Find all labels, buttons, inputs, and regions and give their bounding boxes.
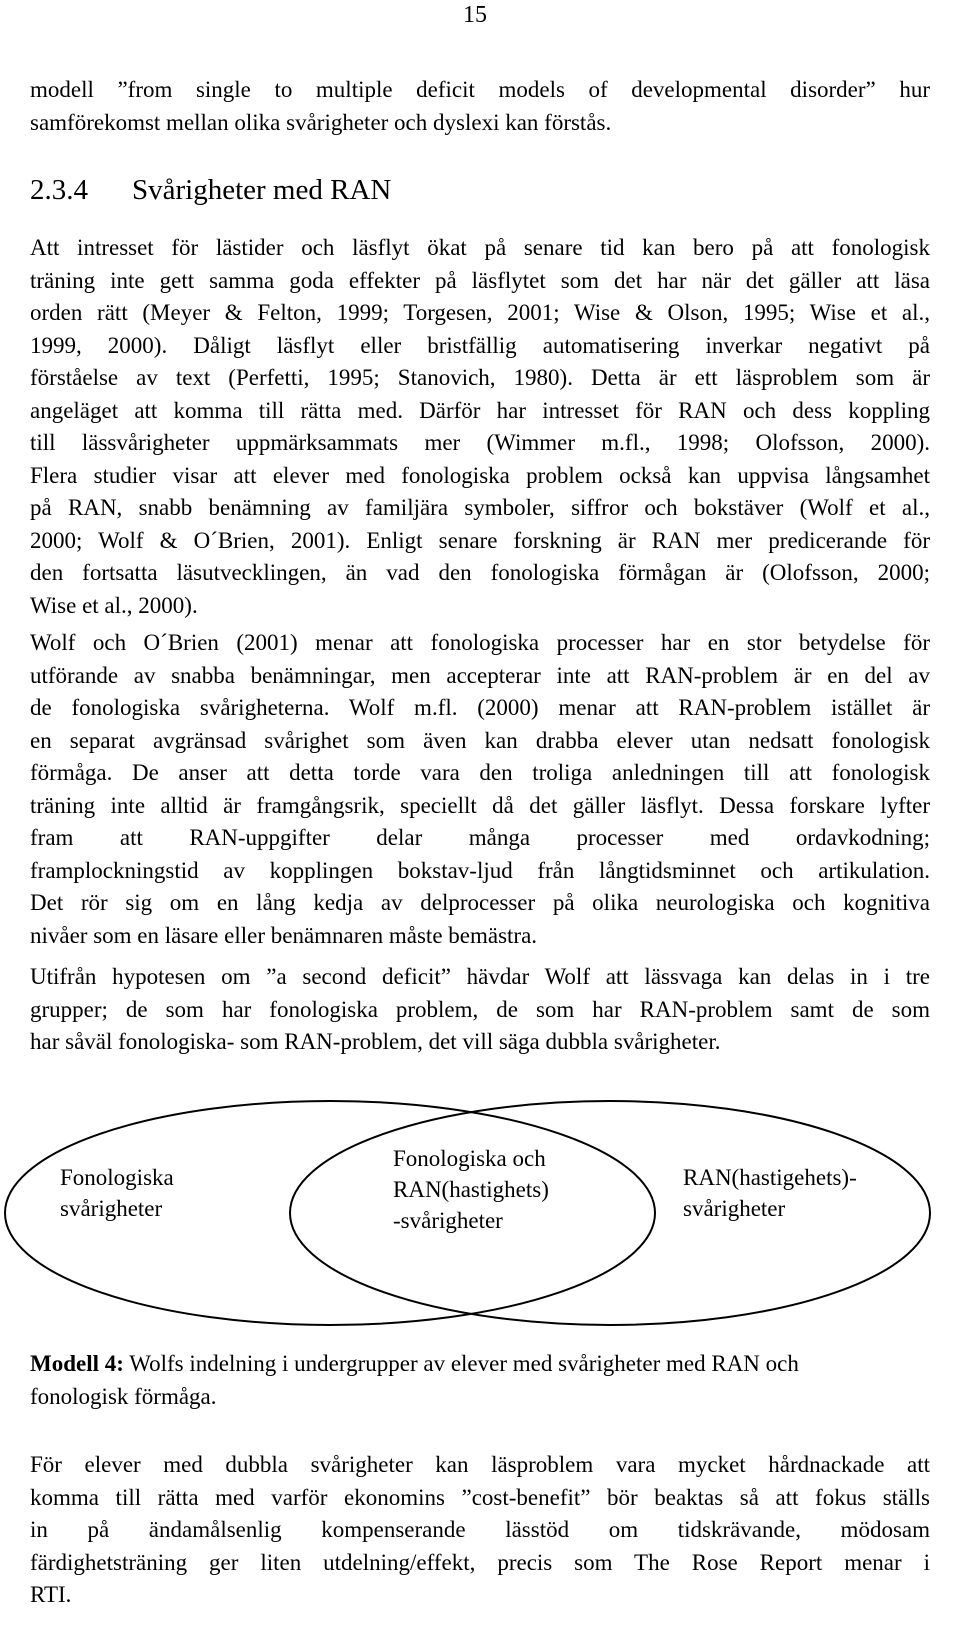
text-line: förståelse av text (Perfetti, 1995; Stanovich, 1980). Detta är ett läsproblem som är	[30, 365, 930, 390]
center-label	[393, 1143, 549, 1236]
left-label-line: svårigheter	[60, 1196, 163, 1221]
text-line: träning inte alltid är framgångsrik, speciellt då det gäller läsflyt. Dessa forskare lyfter	[30, 792, 930, 818]
text-line: RTI.	[30, 1582, 72, 1607]
paragraph-1	[30, 232, 930, 622]
right-label	[683, 1162, 857, 1224]
text-line: Flera studier visar att elever med fonologiska problem också kan uppvisa långsamhet	[30, 462, 930, 488]
caption-label: Modell 4:	[30, 1351, 124, 1376]
page-number: 15	[463, 2, 487, 28]
text-line: 2000; Wolf & O´Brien, 2001). Enligt senare forskning är RAN mer predicerande för	[30, 527, 930, 553]
text-line: de fonologiska svårigheterna. Wolf m.fl. (2000) menar att RAN-problem istället är	[30, 695, 930, 720]
right-label-line: RAN(hastigehets)-	[683, 1165, 857, 1190]
text-line: Utifrån hypotesen om ”a second deficit” hävdar Wolf att lässvaga kan delas in i tre	[30, 964, 930, 989]
right-label-line: svårigheter	[683, 1196, 786, 1221]
caption-text: Wolfs indelning i undergrupper av elever med svårigheter med RAN och	[123, 1351, 799, 1376]
intro-paragraph	[30, 74, 930, 139]
text-line: färdighetsträning ger liten utdelning/effekt, precis som The Rose Report menar i	[30, 1549, 930, 1575]
text-line: komma till rätta med varför ekonomins ”cost-benefit” bör beaktas så att fokus ställs	[30, 1484, 930, 1510]
text-line: Wise et al., 2000).	[30, 592, 198, 618]
text-line: träning inte gett samma goda effekter på läsflytet som det har när det gäller att läsa	[30, 267, 930, 293]
text-line: en separat avgränsad svårighet som även kan drabba elever utan nedsatt fonologisk	[30, 727, 930, 753]
paragraph-4	[30, 1449, 930, 1612]
text-line: grupper; de som har fonologiska problem, de som har RAN-problem samt de som	[30, 996, 930, 1022]
text-line: angeläget att komma till rätta med. Därför har intresset för RAN och dess koppling	[30, 397, 930, 423]
text-line: samförekomst mellan olika svårigheter och dyslexi kan förstås.	[30, 109, 612, 135]
left-label-line: Fonologiska	[60, 1165, 174, 1190]
paragraph-3	[30, 961, 930, 1059]
text-line: på RAN, snabb benämning av familjära symboler, siffror och bokstäver (Wolf et al.,	[30, 495, 930, 520]
text-line: Det rör sig om en lång kedja av delprocesser på olika neurologiska och kognitiva	[30, 890, 930, 915]
text-line: in på ändamålsenlig kompenserande lässtöd om tidskrävande, mödosam	[30, 1517, 930, 1542]
text-line: fram att RAN-uppgifter delar många processer med ordavkodning;	[30, 825, 930, 850]
text-line: orden rätt (Meyer & Felton, 1999; Torgesen, 2001; Wise & Olson, 1995; Wise et al.,	[30, 300, 930, 325]
text-line: framplockningstid av kopplingen bokstav-ljud från långtidsminnet och artikulation.	[30, 857, 930, 883]
text-line: Att intresset för lästider och läsflyt ökat på senare tid kan bero på att fonologisk	[30, 235, 930, 260]
caption-text: fonologisk förmåga.	[30, 1383, 217, 1409]
text-line: till lässvårigheter uppmärksammats mer (Wimmer m.fl., 1998; Olofsson, 2000).	[30, 430, 930, 455]
section-title: Svårigheter med RAN	[132, 174, 392, 206]
center-label-line: -svårigheter	[393, 1208, 503, 1233]
section-heading	[30, 172, 391, 208]
figure-caption	[30, 1348, 930, 1413]
paragraph-2	[30, 627, 930, 952]
center-label-line: RAN(hastighets)	[393, 1177, 549, 1202]
text-line: förmåga. De anser att detta torde vara den troliga anledningen till att fonologisk	[30, 760, 930, 785]
text-line: har såväl fonologiska- som RAN-problem, det vill säga dubbla svårigheter.	[30, 1029, 721, 1054]
center-label-line: Fonologiska och	[393, 1146, 546, 1171]
text-line: 1999, 2000). Dåligt läsflyt eller bristfällig automatisering inverkar negativt på	[30, 332, 930, 358]
section-number: 2.3.4	[30, 174, 88, 206]
text-line: nivåer som en läsare eller benämnaren måste bemästra.	[30, 922, 538, 948]
text-line: utförande av snabba benämningar, men accepterar inte att RAN-problem är en del av	[30, 662, 930, 688]
text-line: den fortsatta läsutvecklingen, än vad den fonologiska förmågan är (Olofsson, 2000;	[30, 560, 930, 585]
text-line: För elever med dubbla svårigheter kan läsproblem vara mycket hårdnackade att	[30, 1452, 930, 1477]
text-line: Wolf och O´Brien (2001) menar att fonologiska processer har en stor betydelse för	[30, 630, 930, 655]
left-label	[60, 1162, 174, 1224]
text-line: modell ”from single to multiple deficit models of developmental disorder” hur	[30, 77, 930, 102]
